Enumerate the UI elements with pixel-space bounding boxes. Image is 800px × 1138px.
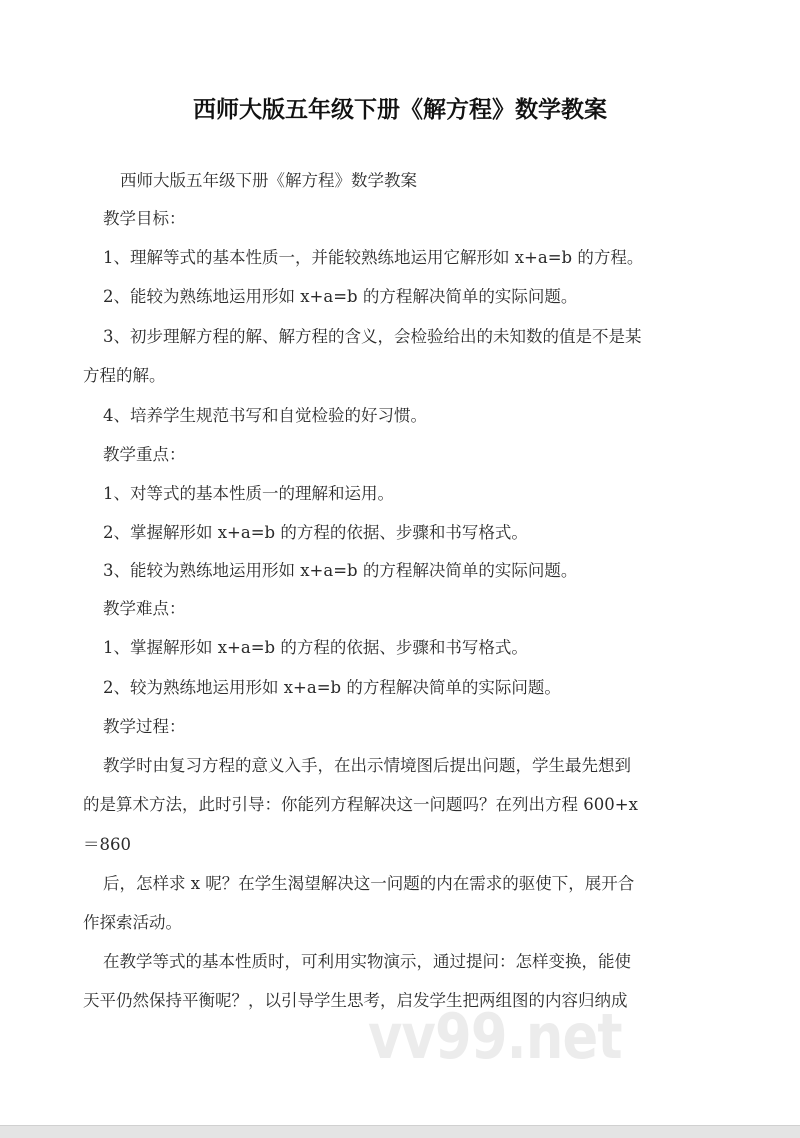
section-heading-difficulties: 教学难点： — [103, 599, 186, 618]
text-line: 4、培养学生规范书写和自觉检验的好习惯。 — [103, 406, 427, 425]
watermark: vv99.net — [368, 1000, 622, 1073]
text-line: 3、能较为熟练地运用形如 x+a=b 的方程解决简单的实际问题。 — [103, 561, 578, 580]
text-line: 在教学等式的基本性质时，可利用实物演示，通过提问：怎样变换，能使 — [103, 952, 631, 971]
page-bottom-edge — [0, 1125, 800, 1138]
text-line: 2、掌握解形如 x+a=b 的方程的依据、步骤和书写格式。 — [103, 523, 528, 542]
section-heading-objectives: 教学目标： — [103, 209, 186, 228]
text-line: 的是算术方法，此时引导：你能列方程解决这一问题吗？在列出方程 600+x — [83, 795, 638, 814]
section-heading-key-points: 教学重点： — [103, 445, 186, 464]
text-line: 3、初步理解方程的解、解方程的含义，会检验给出的未知数的值是不是某 — [103, 327, 642, 346]
text-line: 2、能较为熟练地运用形如 x+a=b 的方程解决简单的实际问题。 — [103, 287, 578, 306]
text-line: 1、对等式的基本性质一的理解和运用。 — [103, 484, 394, 503]
text-line: 后，怎样求 x 呢？在学生渴望解决这一问题的内在需求的驱使下，展开合 — [103, 874, 635, 893]
text-line: 2、较为熟练地运用形如 x+a=b 的方程解决简单的实际问题。 — [103, 678, 561, 697]
subtitle-line: 西师大版五年级下册《解方程》数学教案 — [120, 171, 417, 190]
text-line: 1、掌握解形如 x+a=b 的方程的依据、步骤和书写格式。 — [103, 638, 528, 657]
text-line: 作探索活动。 — [83, 913, 182, 932]
text-line: 方程的解。 — [83, 366, 166, 385]
text-line: ＝860 — [83, 835, 131, 854]
text-line: 1、理解等式的基本性质一，并能较熟练地运用它解形如 x+a=b 的方程。 — [103, 248, 644, 267]
section-heading-process: 教学过程： — [103, 717, 186, 736]
text-line: 教学时由复习方程的意义入手，在出示情境图后提出问题，学生最先想到 — [103, 756, 631, 775]
text-line: 天平仍然保持平衡呢？，以引导学生思考，启发学生把两组图的内容归纳成 — [83, 991, 628, 1010]
document-title: 西师大版五年级下册《解方程》数学教案 — [193, 97, 607, 123]
